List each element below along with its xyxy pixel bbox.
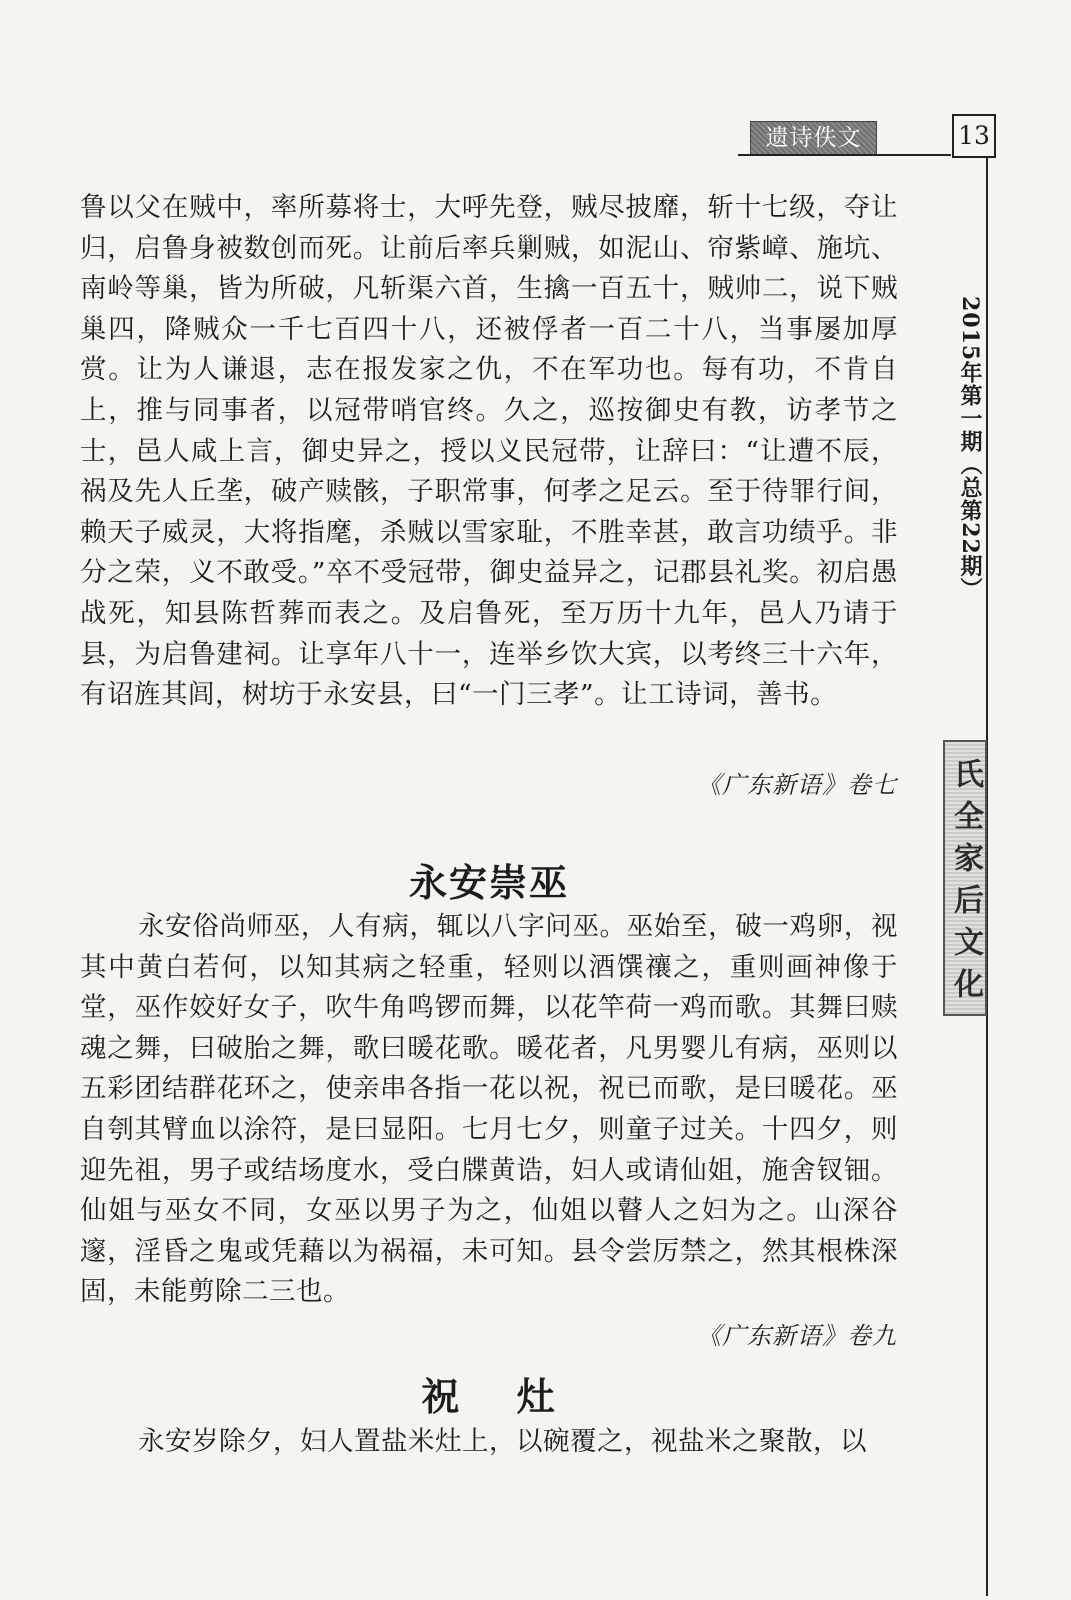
article-1-body: 鲁以父在贼中，率所募将士，大呼先登，贼尽披靡，斩十七级，夺让归，启鲁身被数创而死。让前后率兵剿贼，如泥山、帘紫嶂、施坑、南岭等巢，皆为所破，凡斩渠六首，生擒一百五十，贼帅二，说下贼巢四，降贼众一千七百四十八，还被俘者一百二十八，当事屡加厚赏。让为人谦退，志在报发家之仇，不在军功也。每有功，不肯自上，推与同事者，以冠带哨官终。久之，巡按御史有教，访孝节之士，邑人咸上言，御史异之，授以义民冠带，让辞曰：“让遭不辰，祸及先人丘垄，破产赎骸，子职常事，何孝之足云。至于待罪行间，赖天子威灵，大将指麾，杀贼以雪家耻，不胜幸甚，敢言功绩乎。非分之荣，义不敢受。”卒不受冠带，御史益异之，记郡县礼奖。初启愚战死，知县陈哲葬而表之。及启鲁死，至万历十九年，邑人乃请于县，为启鲁建祠。让享年八十一，连举乡饮大宾，以考终三十六年，有诏旌其闾，树坊于永安县，曰“一门三孝”。让工诗词，善书。 (80, 192, 898, 711)
article-2-source: 《广东新语》卷九 (697, 1322, 897, 1350)
section-label: 遗诗佚文 (750, 121, 877, 155)
page-number: 13 (952, 114, 996, 158)
article-3-body: 永安岁除夕，妇人置盐米灶上，以碗覆之，视盐米之聚散，以 (138, 1426, 867, 1457)
journal-banner: 氏全家后文化 (943, 740, 987, 1016)
article-2-body: 永安俗尚师巫，人有病，辄以八字问巫。巫始至，破一鸡卵，视其中黄白若何，以知其病之轻重，轻则以酒馔禳之，重则画神像于堂，巫作姣好女子，吹牛角鸣锣而舞，以花竿荷一鸡而歌。其舞曰赎魂之舞，曰破胎之舞，歌曰暖花歌。暖花者，凡男婴儿有病，巫则以五彩团结群花环之，使亲串各指一花以祝，祝已而歌，是曰暖花。巫自刳其臂血以涂符，是曰显阳。七月七夕，则童子过关。十四夕，则迎先祖，男子或结场度水，受白牒黄诰，妇人或请仙姐，施舍钗钿。仙姐与巫女不同，女巫以男子为之，仙姐以瞽人之妇为之。山深谷邃，淫昏之鬼或凭藉以为祸福，未可知。县令尝厉禁之，然其根株深固，未能剪除二三也。 (80, 911, 898, 1308)
article-3-title: 祝 灶 (421, 1375, 557, 1419)
header-rule (738, 154, 951, 156)
issue-label: 2015年第一期（总第22期） (957, 296, 983, 601)
article-1-source: 《广东新语》卷七 (697, 771, 897, 799)
article-2-title: 永安崇巫 (408, 861, 569, 905)
